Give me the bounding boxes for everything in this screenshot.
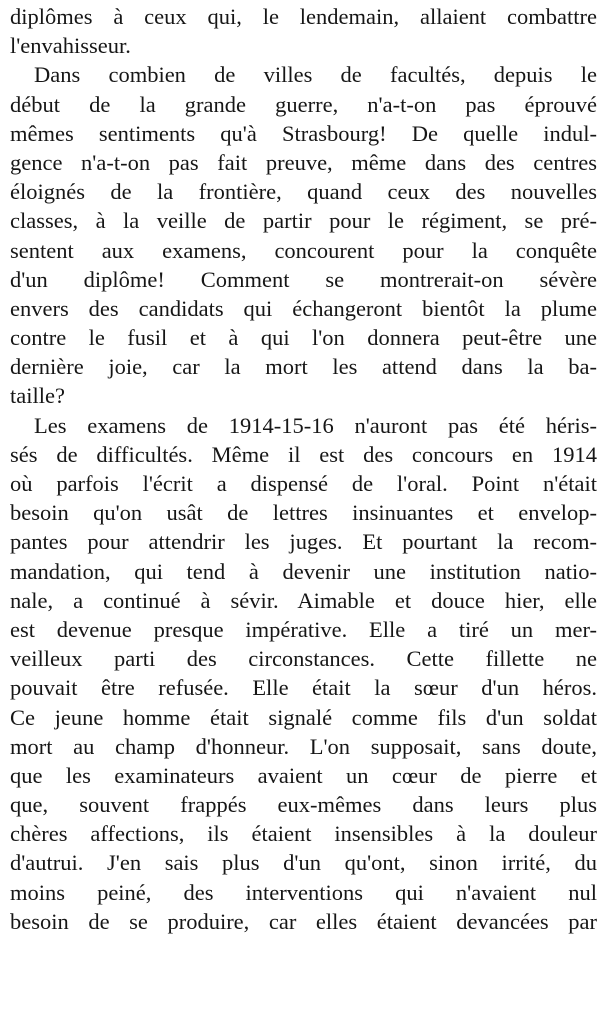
text-line: diplômes à ceux qui, le lendemain, allaient combattre (10, 4, 597, 29)
text-line: besoin de se produire, car elles étaient devancées par (10, 908, 597, 934)
text-line: début de la grande guerre, n'a-t-on pas éprouvé (10, 91, 597, 117)
text-line: contre le fusil et à qui l'on donnera peut-être une (10, 325, 597, 351)
text-line: taille? (10, 383, 65, 409)
paragraph-2 (10, 60, 597, 410)
text-line: sés de difficultés. Même il est des concours en 1914 (10, 441, 597, 467)
paragraph-1 (10, 2, 597, 60)
text-line: nale, a continué à sévir. Aimable et douce hier, elle (10, 587, 597, 613)
text-line: pouvait être refusée. Elle était la sœur d'un héros. (10, 675, 597, 701)
text-line: où parfois l'écrit a dispensé de l'oral. Point n'était (10, 471, 597, 496)
text-line: classes, à la veille de partir pour le régiment, se pré- (10, 208, 597, 234)
text-line: Ce jeune homme était signalé comme fils d'un soldat (10, 704, 597, 730)
text-line: mort au champ d'honneur. L'on supposait, sans doute, (10, 733, 597, 759)
text-line: d'un diplôme! Comment se montrerait-on sévère (10, 266, 597, 292)
text-line: pantes pour attendrir les juges. Et pourtant la recom- (10, 529, 597, 555)
text-line: gence n'a-t-on pas fait preuve, même dans des centres (10, 149, 597, 175)
text-line: éloignés de la frontière, quand ceux des nouvelles (10, 179, 597, 205)
text-line: sentent aux examens, concourent pour la conquête (10, 237, 597, 263)
text-line: moins peiné, des interventions qui n'avaient nul (10, 879, 597, 905)
text-line: chères affections, ils étaient insensibles à la douleur (10, 821, 597, 847)
text-line: Dans combien de villes de facultés, depuis le (34, 62, 597, 88)
text-line: Les examens de 1914-15-16 n'auront pas été héris- (34, 412, 597, 438)
text-line: mêmes sentiments qu'à Strasbourg! De quelle indul- (10, 120, 597, 146)
text-line: dernière joie, car la mort les attend dans la ba- (10, 354, 597, 380)
text-line: mandation, qui tend à devenir une institution natio- (10, 558, 597, 584)
text-line: besoin qu'on usât de lettres insinuantes et envelop- (10, 500, 597, 526)
text-line: l'envahisseur. (10, 33, 131, 59)
paragraph-3 (10, 411, 597, 936)
text-line: est devenue presque impérative. Elle a tiré un mer- (10, 616, 597, 642)
text-line: d'autrui. J'en sais plus d'un qu'ont, sinon irrité, du (10, 850, 597, 876)
text-line: envers des candidats qui échangeront bientôt la plume (10, 295, 597, 321)
text-line: que, souvent frappés eux-mêmes dans leurs plus (10, 792, 597, 818)
text-line: veilleux parti des circonstances. Cette fillette ne (10, 646, 597, 672)
text-line: que les examinateurs avaient un cœur de pierre et (10, 762, 597, 788)
